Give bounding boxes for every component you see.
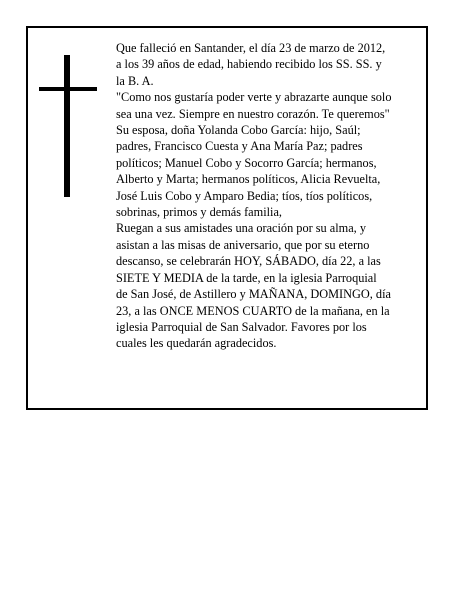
notice-line: a los 39 años de edad, habiendo recibido los SS. SS. y (116, 57, 382, 72)
notice-line: Alberto y Marta; hermanos políticos, Alicia Revuelta, (116, 172, 381, 187)
notice-line: Ruegan a sus amistades una oración por su alma, y (116, 221, 366, 236)
notice-line: la B. A. (116, 73, 154, 88)
notice-line: sea una vez. Siempre en nuestro corazón. Te queremos" (116, 106, 390, 121)
notice-line: de San José, de Astillero y MAÑANA, DOMINGO, día (116, 287, 391, 302)
cross-horizontal-bar (39, 87, 97, 91)
notice-line: sobrinas, primos y demás familia, (116, 205, 282, 220)
latin-cross-icon (39, 55, 97, 197)
notice-line: padres, Francisco Cuesta y Ana María Paz; padres (116, 139, 363, 154)
cross-vertical-bar (64, 55, 70, 197)
notice-line: José Luis Cobo y Amparo Bedia; tíos, tíos políticos, (116, 188, 373, 203)
notice-line: "Como nos gustaría poder verte y abrazarte aunque solo (116, 90, 392, 105)
notice-line: iglesia Parroquial de San Salvador. Favores por los (116, 319, 367, 334)
notice-line: Que falleció en Santander, el día 23 de marzo de 2012, (116, 41, 386, 55)
notice-body-text (116, 40, 422, 352)
obituary-notice (26, 26, 428, 410)
notice-line: cuales les quedarán agradecidos. (116, 336, 277, 351)
notice-line: descanso, se celebrarán HOY, SÁBADO, día 22, a las (116, 254, 381, 269)
notice-line: 23, a las ONCE MENOS CUARTO de la mañana, en la (116, 303, 390, 318)
notice-line: políticos; Manuel Cobo y Socorro García; hermanos, (116, 155, 377, 170)
notice-line: Su esposa, doña Yolanda Cobo García: hijo, Saúl; (116, 123, 361, 138)
notice-line: asistan a las misas de aniversario, que por su eterno (116, 237, 370, 252)
notice-line: SIETE Y MEDIA de la tarde, en la iglesia Parroquial (116, 270, 377, 285)
